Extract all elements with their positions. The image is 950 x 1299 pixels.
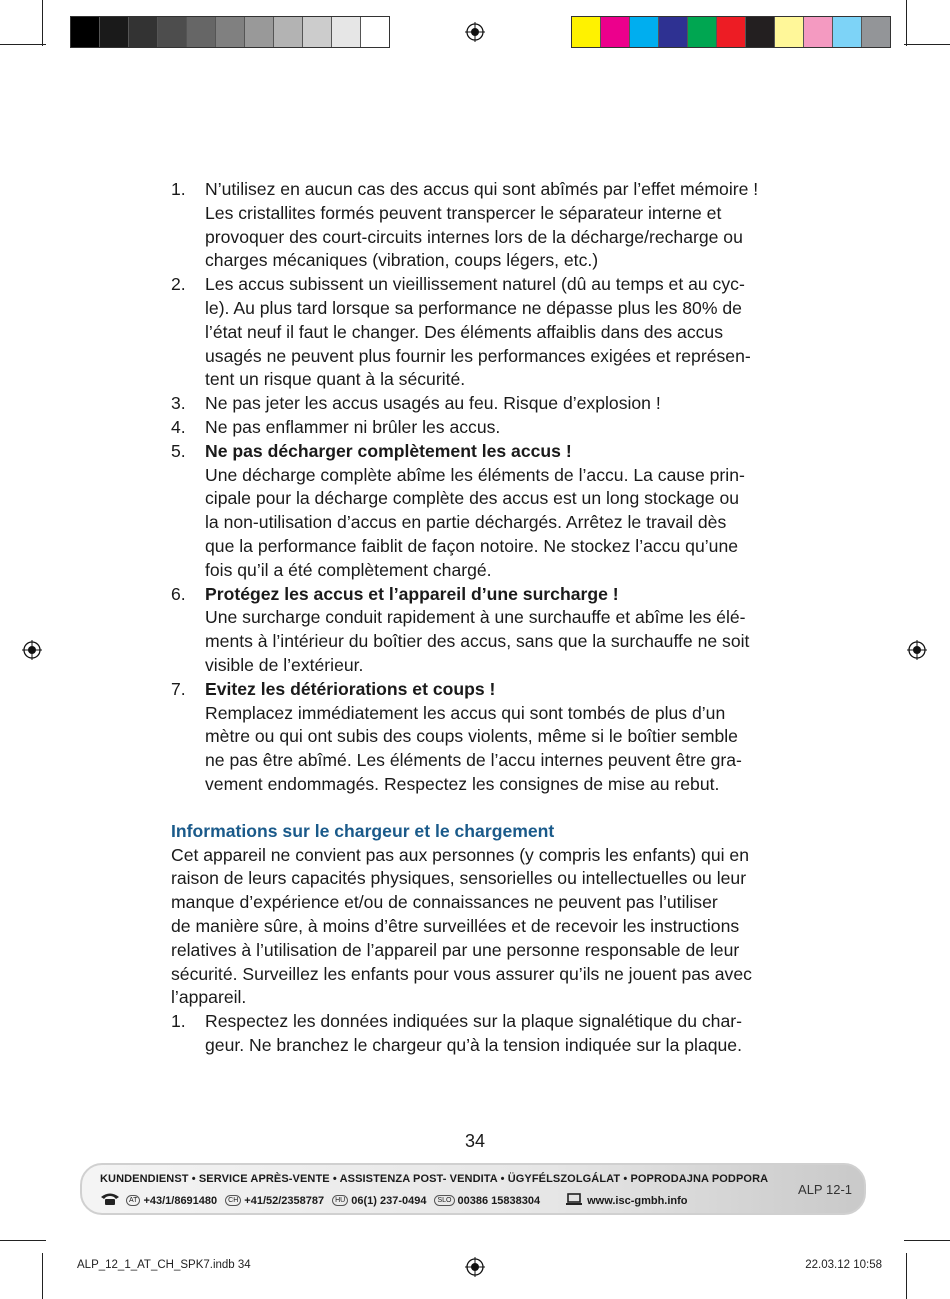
phone-list: [126, 1195, 548, 1207]
text-line: la non-utilisation d’accus en partie déchargés. Arrêtez le travail dès: [205, 512, 727, 533]
color-swatch: [216, 17, 245, 47]
color-swatch: [100, 17, 129, 47]
phone-entry: [434, 1195, 540, 1207]
text-line: provoquer des court-circuits internes lors de la décharge/recharge ou: [205, 226, 743, 247]
text-line: le). Au plus tard lorsque sa performance ne dépasse plus les 80% de: [205, 297, 742, 318]
section-heading: Informations sur le chargeur et le chargement: [171, 820, 555, 841]
list-number: 3.: [171, 393, 186, 414]
page-number: 34: [464, 1131, 486, 1151]
list-item: [171, 273, 783, 392]
date-slug: 22.03.12 10:58: [805, 1259, 882, 1271]
color-swatch: [746, 17, 775, 47]
phone-number[interactable]: 06(1) 237-0494: [351, 1194, 427, 1207]
list-number: 7.: [171, 678, 186, 699]
phone-number[interactable]: +43/1/8691480: [143, 1194, 218, 1207]
list-number: 6.: [171, 583, 186, 604]
registration-mark-icon: [22, 640, 42, 660]
color-swatch: [630, 17, 659, 47]
text-line: que la performance faiblit de façon notoire. Ne stockez l’accu qu’une: [205, 535, 739, 556]
color-swatch: [659, 17, 688, 47]
phone-entry: [332, 1195, 426, 1207]
service-banner: [80, 1163, 866, 1215]
list-number: 5.: [171, 440, 186, 461]
text-line: fois qu’il a été complètement chargé.: [205, 559, 492, 580]
phone-number[interactable]: +41/52/2358787: [244, 1194, 325, 1207]
crop-mark: [42, 1253, 43, 1299]
text-line: vement endommagés. Respectez les consignes de mise au rebut.: [205, 773, 720, 794]
text-line: Les accus subissent un vieillissement naturel (dû au temps et au cyc-: [205, 274, 745, 295]
service-contacts: [100, 1192, 688, 1209]
text-line: l’état neuf il faut le changer. Des éléments affaiblis dans des accus: [205, 321, 724, 342]
file-slug: ALP_12_1_AT_CH_SPK7.indb 34: [77, 1259, 251, 1271]
list-item-heading: Evitez les détériorations et coups !: [205, 678, 496, 699]
crop-mark: [42, 0, 43, 46]
text-line: sécurité. Surveillez les enfants pour vous assurer qu’ils ne jouent pas avec: [171, 963, 752, 984]
registration-mark-icon: [465, 22, 485, 42]
color-swatch: [601, 17, 630, 47]
text-line: raison de leurs capacités physiques, sensorielles ou intellectuelles ou leur: [171, 868, 747, 889]
list-number: 1.: [171, 179, 186, 199]
color-swatch: [862, 17, 890, 47]
registration-mark-icon: [907, 640, 927, 660]
section-paragraph: [171, 844, 783, 1011]
color-swatch: [775, 17, 804, 47]
crop-mark: [0, 1240, 46, 1241]
model-code: ALP 12-1: [798, 1182, 852, 1197]
color-swatch: [572, 17, 601, 47]
safety-list: [171, 178, 783, 797]
color-swatch: [245, 17, 274, 47]
color-swatch: [717, 17, 746, 47]
laptop-icon: [566, 1193, 582, 1209]
list-item: [171, 416, 783, 440]
country-badge: SLO: [434, 1195, 454, 1206]
text-line: relatives à l’utilisation de l’appareil par une personne responsable de leur: [171, 939, 740, 960]
charger-list: [171, 1010, 783, 1058]
text-line: Une surcharge conduit rapidement à une surchauffe et abîme les élé-: [205, 607, 746, 628]
list-number: 1.: [171, 1011, 186, 1032]
list-item-heading: Ne pas décharger complètement les accus !: [205, 440, 572, 461]
crop-mark: [906, 1253, 907, 1299]
list-item: [171, 392, 783, 416]
text-line: visible de l’extérieur.: [205, 654, 364, 675]
crop-mark: [906, 0, 907, 46]
telephone-icon: [100, 1192, 120, 1209]
text-line: Ne pas enflammer ni brûler les accus.: [205, 416, 501, 437]
gray-calibration-bar: [70, 16, 390, 48]
color-swatch: [274, 17, 303, 47]
text-line: cipale pour la décharge complète des accus est un long stockage ou: [205, 488, 740, 509]
color-swatch: [332, 17, 361, 47]
list-item: [171, 583, 783, 678]
text-line: de manière sûre, à moins d’être surveillées et de recevoir les instructions: [171, 915, 740, 936]
website-link[interactable]: www.isc-gmbh.info: [587, 1194, 688, 1207]
text-line: ments à l’intérieur du boîtier des accus, sans que la surchauffe ne soit: [205, 631, 750, 652]
phone-number[interactable]: 00386 15838304: [457, 1194, 541, 1207]
country-badge: HU: [332, 1195, 348, 1206]
text-line: ne pas être abîmé. Les éléments de l’accu internes peuvent être gra-: [205, 750, 742, 771]
crop-mark: [904, 44, 950, 45]
page-content: [171, 178, 783, 1058]
text-line: charges mécaniques (vibration, coups légers, etc.): [205, 250, 599, 271]
crop-mark: [0, 44, 46, 45]
phone-entry: [126, 1195, 217, 1207]
text-line: Cet appareil ne convient pas aux personnes (y compris les enfants) qui en: [171, 844, 749, 865]
color-swatch: [804, 17, 833, 47]
text-line: mètre ou qui ont subis des coups violents, même si le boîtier semble: [205, 726, 738, 747]
list-number: 4.: [171, 416, 186, 437]
country-badge: CH: [225, 1195, 241, 1206]
list-number: 2.: [171, 274, 186, 295]
color-swatch: [71, 17, 100, 47]
text-line: Ne pas jeter les accus usagés au feu. Risque d’explosion !: [205, 393, 661, 414]
phone-entry: [225, 1195, 324, 1207]
country-badge: AT: [126, 1195, 140, 1206]
text-line: Les cristallites formés peuvent transpercer le séparateur interne et: [205, 202, 722, 223]
color-swatch: [303, 17, 332, 47]
color-swatch: [187, 17, 216, 47]
text-line: N’utilisez en aucun cas des accus qui sont abîmés par l’effet mémoire !: [205, 179, 759, 199]
list-item: [171, 440, 783, 583]
crop-mark: [904, 1240, 950, 1241]
text-line: manque d’expérience et/ou de connaissances ne peuvent pas l’utiliser: [171, 892, 718, 913]
text-line: l’appareil.: [171, 987, 247, 1008]
service-title: KUNDENDIENST • SERVICE APRÈS-VENTE • ASSISTENZA POST- VENDITA • ÜGYFÉLSZOLGÁLAT • POPRODAJNA PODPORA: [100, 1173, 769, 1185]
registration-mark-icon: [465, 1257, 485, 1277]
color-swatch: [158, 17, 187, 47]
text-line: Respectez les données indiquées sur la plaque signalétique du char-: [205, 1011, 742, 1032]
text-line: geur. Ne branchez le chargeur qu’à la tension indiquée sur la plaque.: [205, 1034, 742, 1055]
list-item-heading: Protégez les accus et l’appareil d’une surcharge !: [205, 583, 619, 604]
list-item: [171, 678, 783, 797]
color-swatch: [833, 17, 862, 47]
color-calibration-bar: [571, 16, 891, 48]
list-item: [171, 1010, 783, 1058]
text-line: usagés ne peuvent plus fournir les performances exigées et représen-: [205, 345, 751, 366]
color-swatch: [361, 17, 389, 47]
list-item: [171, 178, 783, 273]
text-line: Une décharge complète abîme les éléments de l’accu. La cause prin-: [205, 464, 745, 485]
text-line: tent un risque quant à la sécurité.: [205, 369, 466, 390]
color-swatch: [129, 17, 158, 47]
color-swatch: [688, 17, 717, 47]
text-line: Remplacez immédiatement les accus qui sont tombés de plus d’un: [205, 702, 726, 723]
